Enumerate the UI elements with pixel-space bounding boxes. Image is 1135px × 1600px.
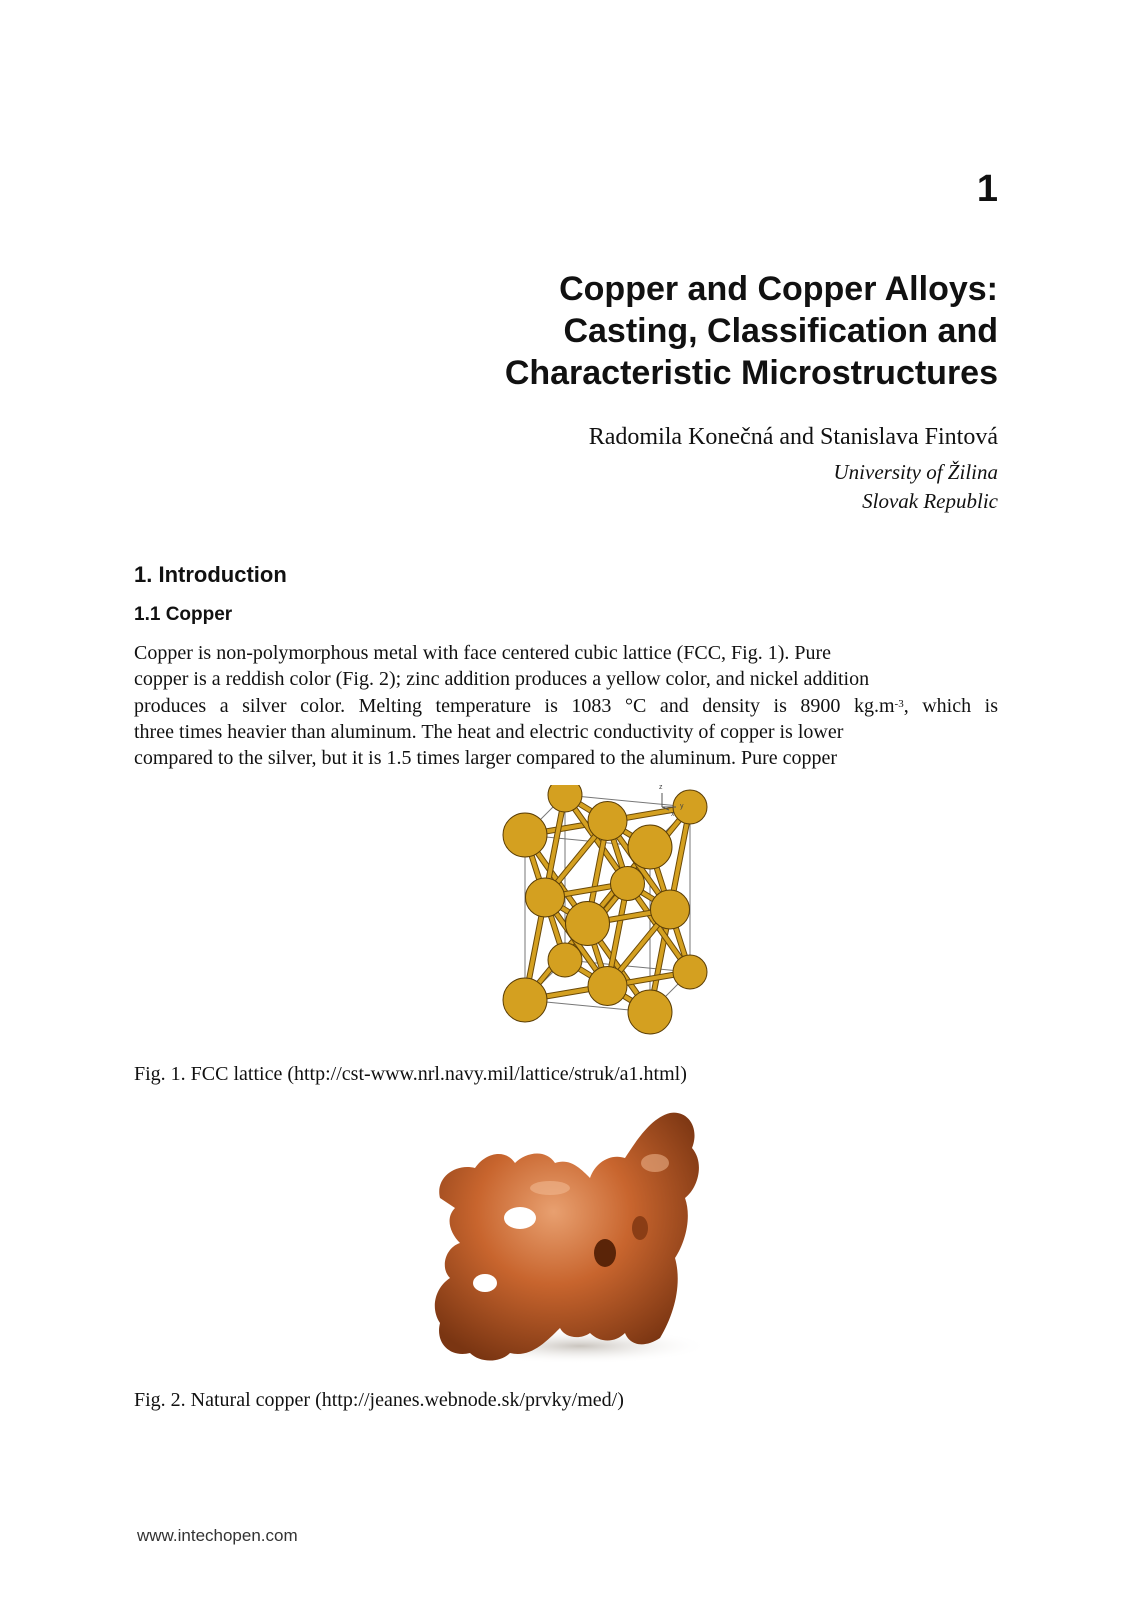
paragraph-line xyxy=(134,693,998,719)
chapter-title xyxy=(505,268,998,394)
superscript: -3 xyxy=(894,697,904,710)
paragraph-text: produces a silver color. Melting temperature is 1083 °C and density is 8900 kg.m xyxy=(134,694,895,717)
atom xyxy=(651,890,690,929)
axis-z-label: z xyxy=(659,785,663,791)
university: University of Žilina xyxy=(833,460,998,484)
nugget-highlight xyxy=(530,1181,570,1195)
nugget-cavity xyxy=(632,1216,648,1240)
section-heading: 1. Introduction xyxy=(134,562,287,587)
fcc-lattice-figure xyxy=(430,785,720,1045)
title-line-2: Casting, Classification and xyxy=(563,312,998,350)
atom xyxy=(503,978,547,1022)
paragraph-line: copper is a reddish color (Fig. 2); zinc addition produces a yellow color, and nickel addition xyxy=(134,668,870,691)
axis-y-label: y xyxy=(680,803,684,810)
paragraph-line: Copper is non-polymorphous metal with face centered cubic lattice (FCC, Fig. 1). Pure xyxy=(134,642,832,664)
chapter-number: 1 xyxy=(976,168,998,210)
footer-url: www.intechopen.com xyxy=(137,1526,298,1545)
body-paragraph xyxy=(134,640,998,771)
figure-1-caption: Fig. 1. FCC lattice (http://cst-www.nrl.navy.mil/lattice/struk/a1.html) xyxy=(134,1063,687,1085)
atom xyxy=(548,943,582,977)
affiliation xyxy=(834,458,999,516)
atom xyxy=(526,878,565,917)
authors: Radomila Konečná and Stanislava Fintová xyxy=(588,424,998,450)
natural-copper-image xyxy=(430,1108,708,1370)
atom xyxy=(673,955,707,989)
paragraph-text: , which is xyxy=(903,694,998,717)
paragraph-line: three times heavier than aluminum. The heat and electric conductivity of copper is lower xyxy=(134,720,844,743)
nugget-cavity xyxy=(594,1239,616,1267)
atom xyxy=(628,825,672,869)
atom xyxy=(611,867,645,901)
subsection-heading: 1.1 Copper xyxy=(134,604,233,625)
country: Slovak Republic xyxy=(862,489,998,513)
title-line-1: Copper and Copper Alloys: xyxy=(559,270,998,308)
atom xyxy=(503,813,547,857)
atom xyxy=(628,990,672,1034)
paragraph-line: compared to the silver, but it is 1.5 times larger compared to the aluminum. Pure copper xyxy=(134,747,838,770)
title-line-3: Characteristic Microstructures xyxy=(504,354,998,392)
atom xyxy=(673,790,707,824)
nugget-highlight xyxy=(641,1154,669,1172)
figure-2-caption: Fig. 2. Natural copper (http://jeanes.webnode.sk/prvky/med/) xyxy=(134,1389,624,1411)
atom xyxy=(588,802,627,841)
copper-nugget xyxy=(435,1113,699,1361)
nugget-hole xyxy=(473,1274,497,1292)
nugget-hole xyxy=(504,1207,536,1229)
atom xyxy=(566,902,610,946)
axis-x-label: x xyxy=(671,811,675,818)
atom xyxy=(588,967,627,1006)
